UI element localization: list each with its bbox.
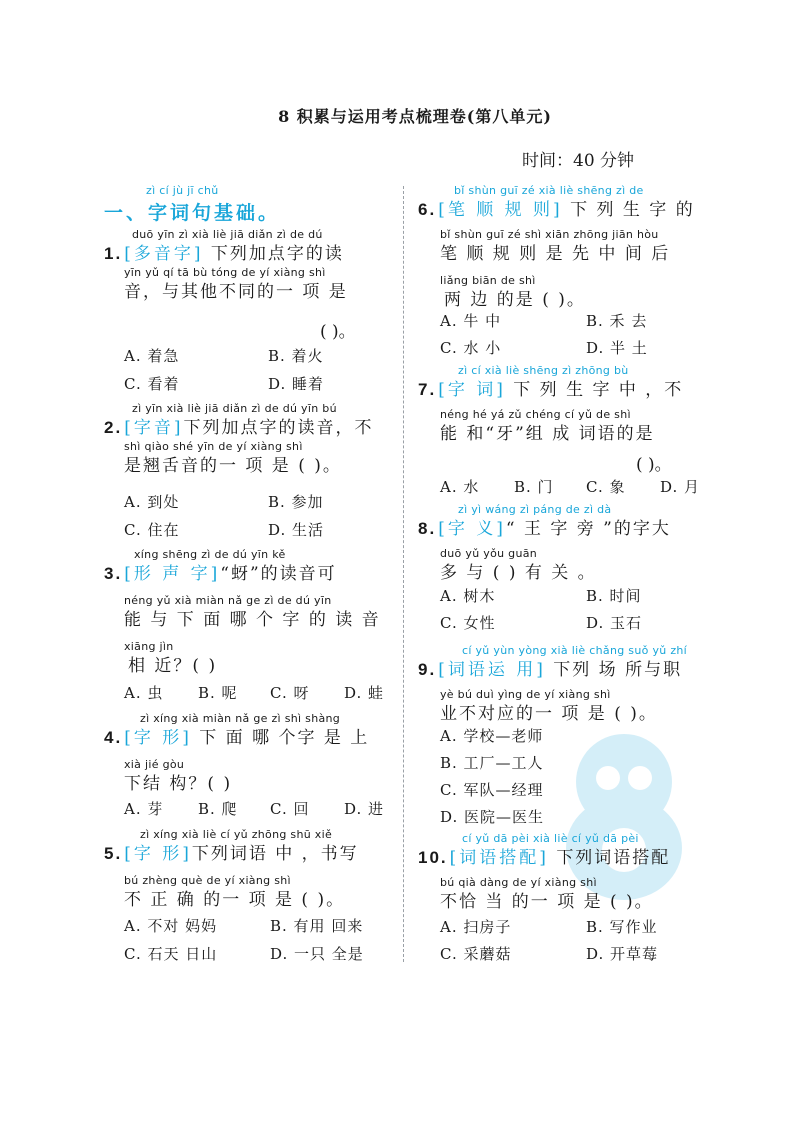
option-d[interactable]: D. 蛙: [344, 684, 385, 702]
question-text: 笔 顺 规 则 是 先 中 间 后: [440, 244, 671, 264]
option-d[interactable]: D. 医院—医生: [440, 808, 545, 826]
question-number: 10.: [418, 848, 448, 867]
question-pinyin: xià jié gòu: [124, 758, 185, 771]
question-text: 不恰 当 的一 项 是 ( )。: [440, 892, 654, 912]
question-pinyin: bǐ shùn guī zé xià liè shēng zì de: [454, 184, 644, 197]
question-text: 下列加点字的读: [210, 244, 344, 264]
question-text: 能 与 下 面 哪 个 字 的 读 音: [124, 610, 381, 630]
option-b[interactable]: B. 有用 回来: [270, 917, 364, 935]
option-c[interactable]: C. 回: [270, 800, 310, 818]
option-c[interactable]: C. 住在: [124, 521, 180, 539]
option-a[interactable]: A. 牛 中: [440, 312, 502, 330]
question-pinyin: bǐ shùn guī zé shì xiān zhōng jiān hòu: [440, 228, 659, 241]
question-pinyin: bú zhèng què de yí xiàng shì: [124, 874, 291, 887]
question-5: [104, 828, 359, 912]
option-c[interactable]: C. 象: [586, 478, 626, 496]
question-8: [418, 503, 671, 585]
option-b[interactable]: B. 工厂—工人: [440, 754, 544, 772]
option-b[interactable]: B. 爬: [198, 800, 238, 818]
option-c[interactable]: C. 采蘑菇: [440, 945, 512, 963]
option-c[interactable]: C. 军队—经理: [440, 781, 544, 799]
question-number: 4.: [104, 728, 123, 747]
question-pinyin: zì xíng xià miàn nǎ ge zì shì shàng: [140, 712, 341, 725]
option-b[interactable]: B. 写作业: [586, 918, 658, 936]
question-number: 2.: [104, 418, 123, 437]
question-text: “ 王 字 旁 ”的字大: [505, 519, 671, 539]
question-number: 6.: [418, 200, 437, 219]
question-pinyin: cí yǔ yùn yòng xià liè chǎng suǒ yǔ zhí: [462, 644, 688, 657]
question-text: 下 面 哪 个字 是 上: [199, 728, 370, 748]
question-number: 5.: [104, 844, 123, 863]
question-tag: [多音字]: [124, 244, 204, 264]
question-pinyin: néng hé yá zǔ chéng cí yǔ de shì: [440, 408, 631, 421]
option-a[interactable]: A. 虫: [124, 684, 164, 702]
question-number: 8.: [418, 519, 437, 538]
option-a[interactable]: A. 水: [440, 478, 480, 496]
question-tag: [字 形]: [124, 844, 192, 864]
question-pinyin: yè bú duì yìng de yí xiàng shì: [440, 688, 611, 701]
option-c[interactable]: C. 石天 日山: [124, 945, 218, 963]
page-title: 8 积累与运用考点梳理卷(第八单元): [278, 107, 552, 126]
option-b[interactable]: B. 着火: [268, 347, 324, 365]
question-pinyin: shì qiào shé yīn de yí xiàng shì: [124, 440, 303, 453]
question-pinyin: cí yǔ dā pèi xià liè cí yǔ dā pèi: [462, 832, 639, 845]
question-tag: [词语运 用]: [438, 660, 546, 680]
option-a[interactable]: A. 不对 妈妈: [124, 917, 218, 935]
question-text: 能 和“牙”组 成 词语的是: [440, 424, 655, 444]
option-c[interactable]: C. 看着: [124, 375, 180, 393]
question-10: [418, 832, 670, 914]
option-d[interactable]: D. 一只 全是: [270, 945, 364, 963]
option-d[interactable]: D. 进: [344, 800, 385, 818]
option-b[interactable]: B. 禾 去: [586, 312, 648, 330]
question-text: 是翘舌音的一 项 是 ( )。: [124, 456, 342, 476]
question-pinyin: liǎng biān de shì: [440, 274, 536, 287]
option-c[interactable]: C. 呀: [270, 684, 310, 702]
option-b[interactable]: B. 时间: [586, 587, 642, 605]
question-text: 两 边 的是 ( )。: [444, 290, 586, 310]
section-heading: 一、字词句基础。: [104, 202, 281, 224]
option-a[interactable]: A. 学校—老师: [440, 727, 544, 745]
question-number: 9.: [418, 660, 437, 679]
question-pinyin: bú qià dàng de yí xiàng shì: [440, 876, 597, 889]
question-tag: [笔 顺 规 则]: [438, 200, 563, 220]
question-text: 下列 场 所与职: [553, 660, 683, 680]
question-tag: [字 义]: [438, 519, 506, 539]
answer-blank: ( )。: [636, 455, 672, 475]
question-tag: [字音]: [124, 418, 184, 438]
question-tag: [字 词]: [438, 380, 506, 400]
option-a[interactable]: A. 到处: [124, 493, 180, 511]
question-1: [104, 228, 348, 304]
question-7: [418, 364, 683, 446]
question-number: 3.: [104, 564, 123, 583]
question-number: 1.: [104, 244, 123, 263]
option-d[interactable]: D. 半 土: [586, 339, 648, 357]
option-d[interactable]: D. 生活: [268, 521, 325, 539]
option-d[interactable]: D. 玉石: [586, 614, 643, 632]
section-pinyin: zì cí jù jī chǔ: [146, 184, 219, 197]
question-tag: [词语搭配]: [449, 848, 549, 868]
question-2: [104, 402, 373, 478]
question-9: [418, 644, 687, 726]
option-d[interactable]: D. 月: [660, 478, 701, 496]
question-pinyin: zì xíng xià liè cí yǔ zhōng shū xiě: [140, 828, 333, 841]
time-label: 时间：40 分钟: [522, 151, 635, 171]
option-a[interactable]: A. 芽: [124, 800, 164, 818]
option-d[interactable]: D. 开草莓: [586, 945, 659, 963]
option-c[interactable]: C. 水 小: [440, 339, 502, 357]
option-b[interactable]: B. 门: [514, 478, 554, 496]
question-text: 相 近？( ): [128, 656, 218, 676]
option-b[interactable]: B. 呢: [198, 684, 238, 702]
question-text: 下结 构？( ): [124, 774, 233, 794]
question-pinyin: xiāng jìn: [124, 640, 174, 653]
question-text: 下 列 生 字 中 ，不: [513, 380, 684, 400]
question-text: 下列加点字的读音，不: [183, 418, 374, 438]
question-pinyin: zì cí xià liè shēng zì zhōng bù: [458, 364, 629, 377]
option-c[interactable]: C. 女性: [440, 614, 496, 632]
question-pinyin: duō yīn zì xià liè jiā diǎn zì de dú: [132, 228, 323, 241]
option-d[interactable]: D. 睡着: [268, 375, 325, 393]
question-text: 下列词语 中 ，书写: [191, 844, 359, 864]
question-text: 下列词语搭配: [556, 848, 671, 868]
option-a[interactable]: A. 扫房子: [440, 918, 512, 936]
option-a[interactable]: A. 着急: [124, 347, 180, 365]
question-text: 音，与其他不同的一 项 是: [124, 282, 348, 302]
question-pinyin: duō yǔ yǒu guān: [440, 547, 538, 560]
question-4: [104, 712, 369, 796]
question-text: “蚜”的读音可: [220, 564, 337, 584]
answer-blank: ( )。: [320, 322, 356, 342]
question-tag: [字 形]: [124, 728, 192, 748]
option-b[interactable]: B. 参加: [268, 493, 324, 511]
question-number: 7.: [418, 380, 437, 399]
question-3: [104, 548, 381, 678]
question-6: [418, 184, 695, 312]
question-text: 下 列 生 字 的: [570, 200, 695, 220]
question-pinyin: néng yǔ xià miàn nǎ ge zì de dú yīn: [124, 594, 332, 607]
question-text: 业不对应的一 项 是 ( )。: [440, 704, 658, 724]
question-pinyin: xíng shēng zì de dú yīn kě: [134, 548, 286, 561]
question-tag: [形 声 字]: [124, 564, 221, 584]
section-1: [104, 184, 280, 225]
option-a[interactable]: A. 树木: [440, 587, 496, 605]
question-pinyin: zì yīn xià liè jiā diǎn zì de dú yīn bú: [132, 402, 337, 415]
column-divider: [403, 186, 404, 962]
question-pinyin: zì yì wáng zì páng de zì dà: [458, 503, 612, 516]
question-text: 不 正 确 的一 项 是 ( )。: [124, 890, 346, 910]
question-text: 多 与 ( ) 有 关 。: [440, 563, 597, 583]
question-pinyin: yīn yǔ qí tā bù tóng de yí xiàng shì: [124, 266, 326, 279]
